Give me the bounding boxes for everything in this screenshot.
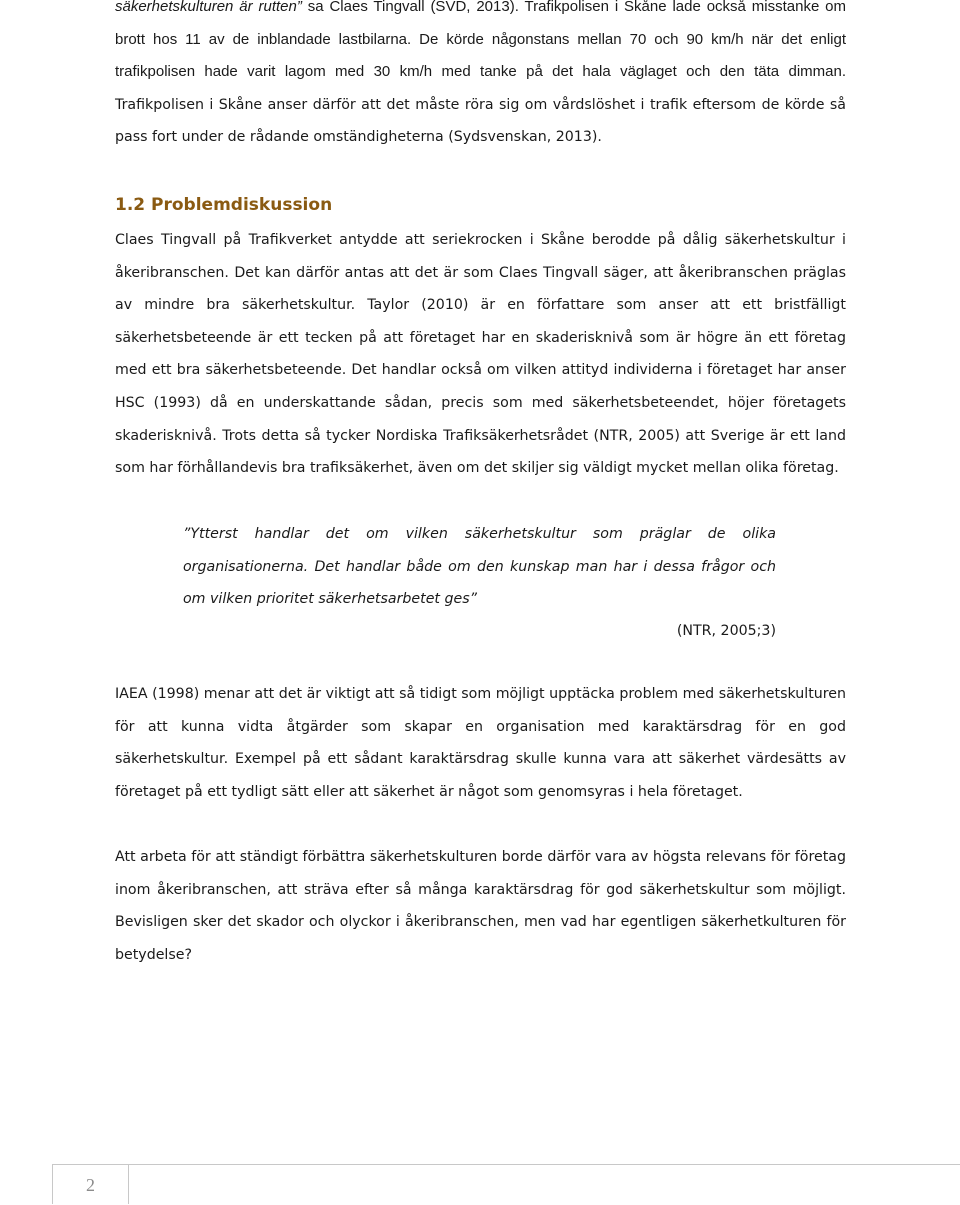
section-heading: 1.2 Problemdiskussion (115, 195, 333, 215)
block-quote: ”Ytterst handlar det om vilken säkerhetskultur som präglar de olika organisationerna. Det handlar både om den kunskap man har i dessa frågor och om vilken prioritet säkerhetsarbetet ges” (183, 526, 776, 608)
paragraph-problemdiskussion: Claes Tingvall på Trafikverket antydde att seriekrocken i Skåne berodde på dålig säkerhetskultur i åkeribranschen. Det kan därför antas att det är som Claes Tingvall säger, att åkeribranschen präglas av mindre bra säkerhetskultur. Taylor (2010) är en författare som anser att ett bristfälligt säkerhetsbeteende är ett tecken på att företaget har en skaderisknivå som är högre än ett företag med ett bra säkerhetsbeteende. Det handlar också om vilken attityd individerna i företaget har anser HSC (1993) då en underskattande sådan, precis som med säkerhetsbeteendet, höjer företagets skaderisknivå. Trots detta så tycker Nordiska Trafiksäkerhetsrådet (NTR, 2005) att Sverige är ett land som har förhållandevis bra trafiksäkerhet, även om det skiljer sig väldigt mycket mellan olika företag. (115, 232, 846, 477)
paragraph-iaea: IAEA (1998) menar att det är viktigt att så tidigt som möjligt upptäcka problem med säkerhetskulturen för att kunna vidta åtgärder som skapar en organisation med karaktärsdrag för en god säkerhetskultur. Exempel på ett sådant karaktärsdrag skulle kunna vara att säkerhet värdesätts av företaget på ett tydligt sätt eller att säkerhet är något som genomsyras i hela företaget. (115, 686, 846, 800)
paragraph-seriekrock-continued (115, 0, 846, 154)
paragraph-final: Att arbeta för att ständigt förbättra säkerhetskulturen borde därför vara av högsta relevans för företag inom åkeribranschen, att sträva efter så många karaktärsdrag för god säkerhetskultur som möjligt. Bevisligen sker det skador och olyckor i åkeribranschen, men vad har egentligen säkerhetkulturen för betydelse? (115, 849, 846, 963)
paragraph-calibri-text: Trafikpolisen i Skåne anser därför att det måste röra sig om vårdslöshet i trafik eftersom de körde så pass fort under de rådande omständigheterna (Sydsvenskan, 2013). (115, 96, 846, 146)
page-number: 2 (86, 1175, 95, 1195)
page-number-box (52, 1164, 129, 1204)
paragraph-italic-lead: säkerhetskulturen är rutten” (115, 0, 302, 15)
quote-citation: (NTR, 2005;3) (676, 623, 776, 639)
paragraph-arial-text: sa Claes Tingvall (SVD, 2013). Trafikpolisen i Skåne lade också misstanke om brott hos 11 av de inblandade lastbilarna. De körde någonstans mellan 70 och 90 km/h när det enligt trafikpolisen hade varit lagom med 30 km/h med tanke på det hala väglaget och den täta dimman. (115, 0, 847, 81)
footer-divider (129, 1164, 960, 1165)
